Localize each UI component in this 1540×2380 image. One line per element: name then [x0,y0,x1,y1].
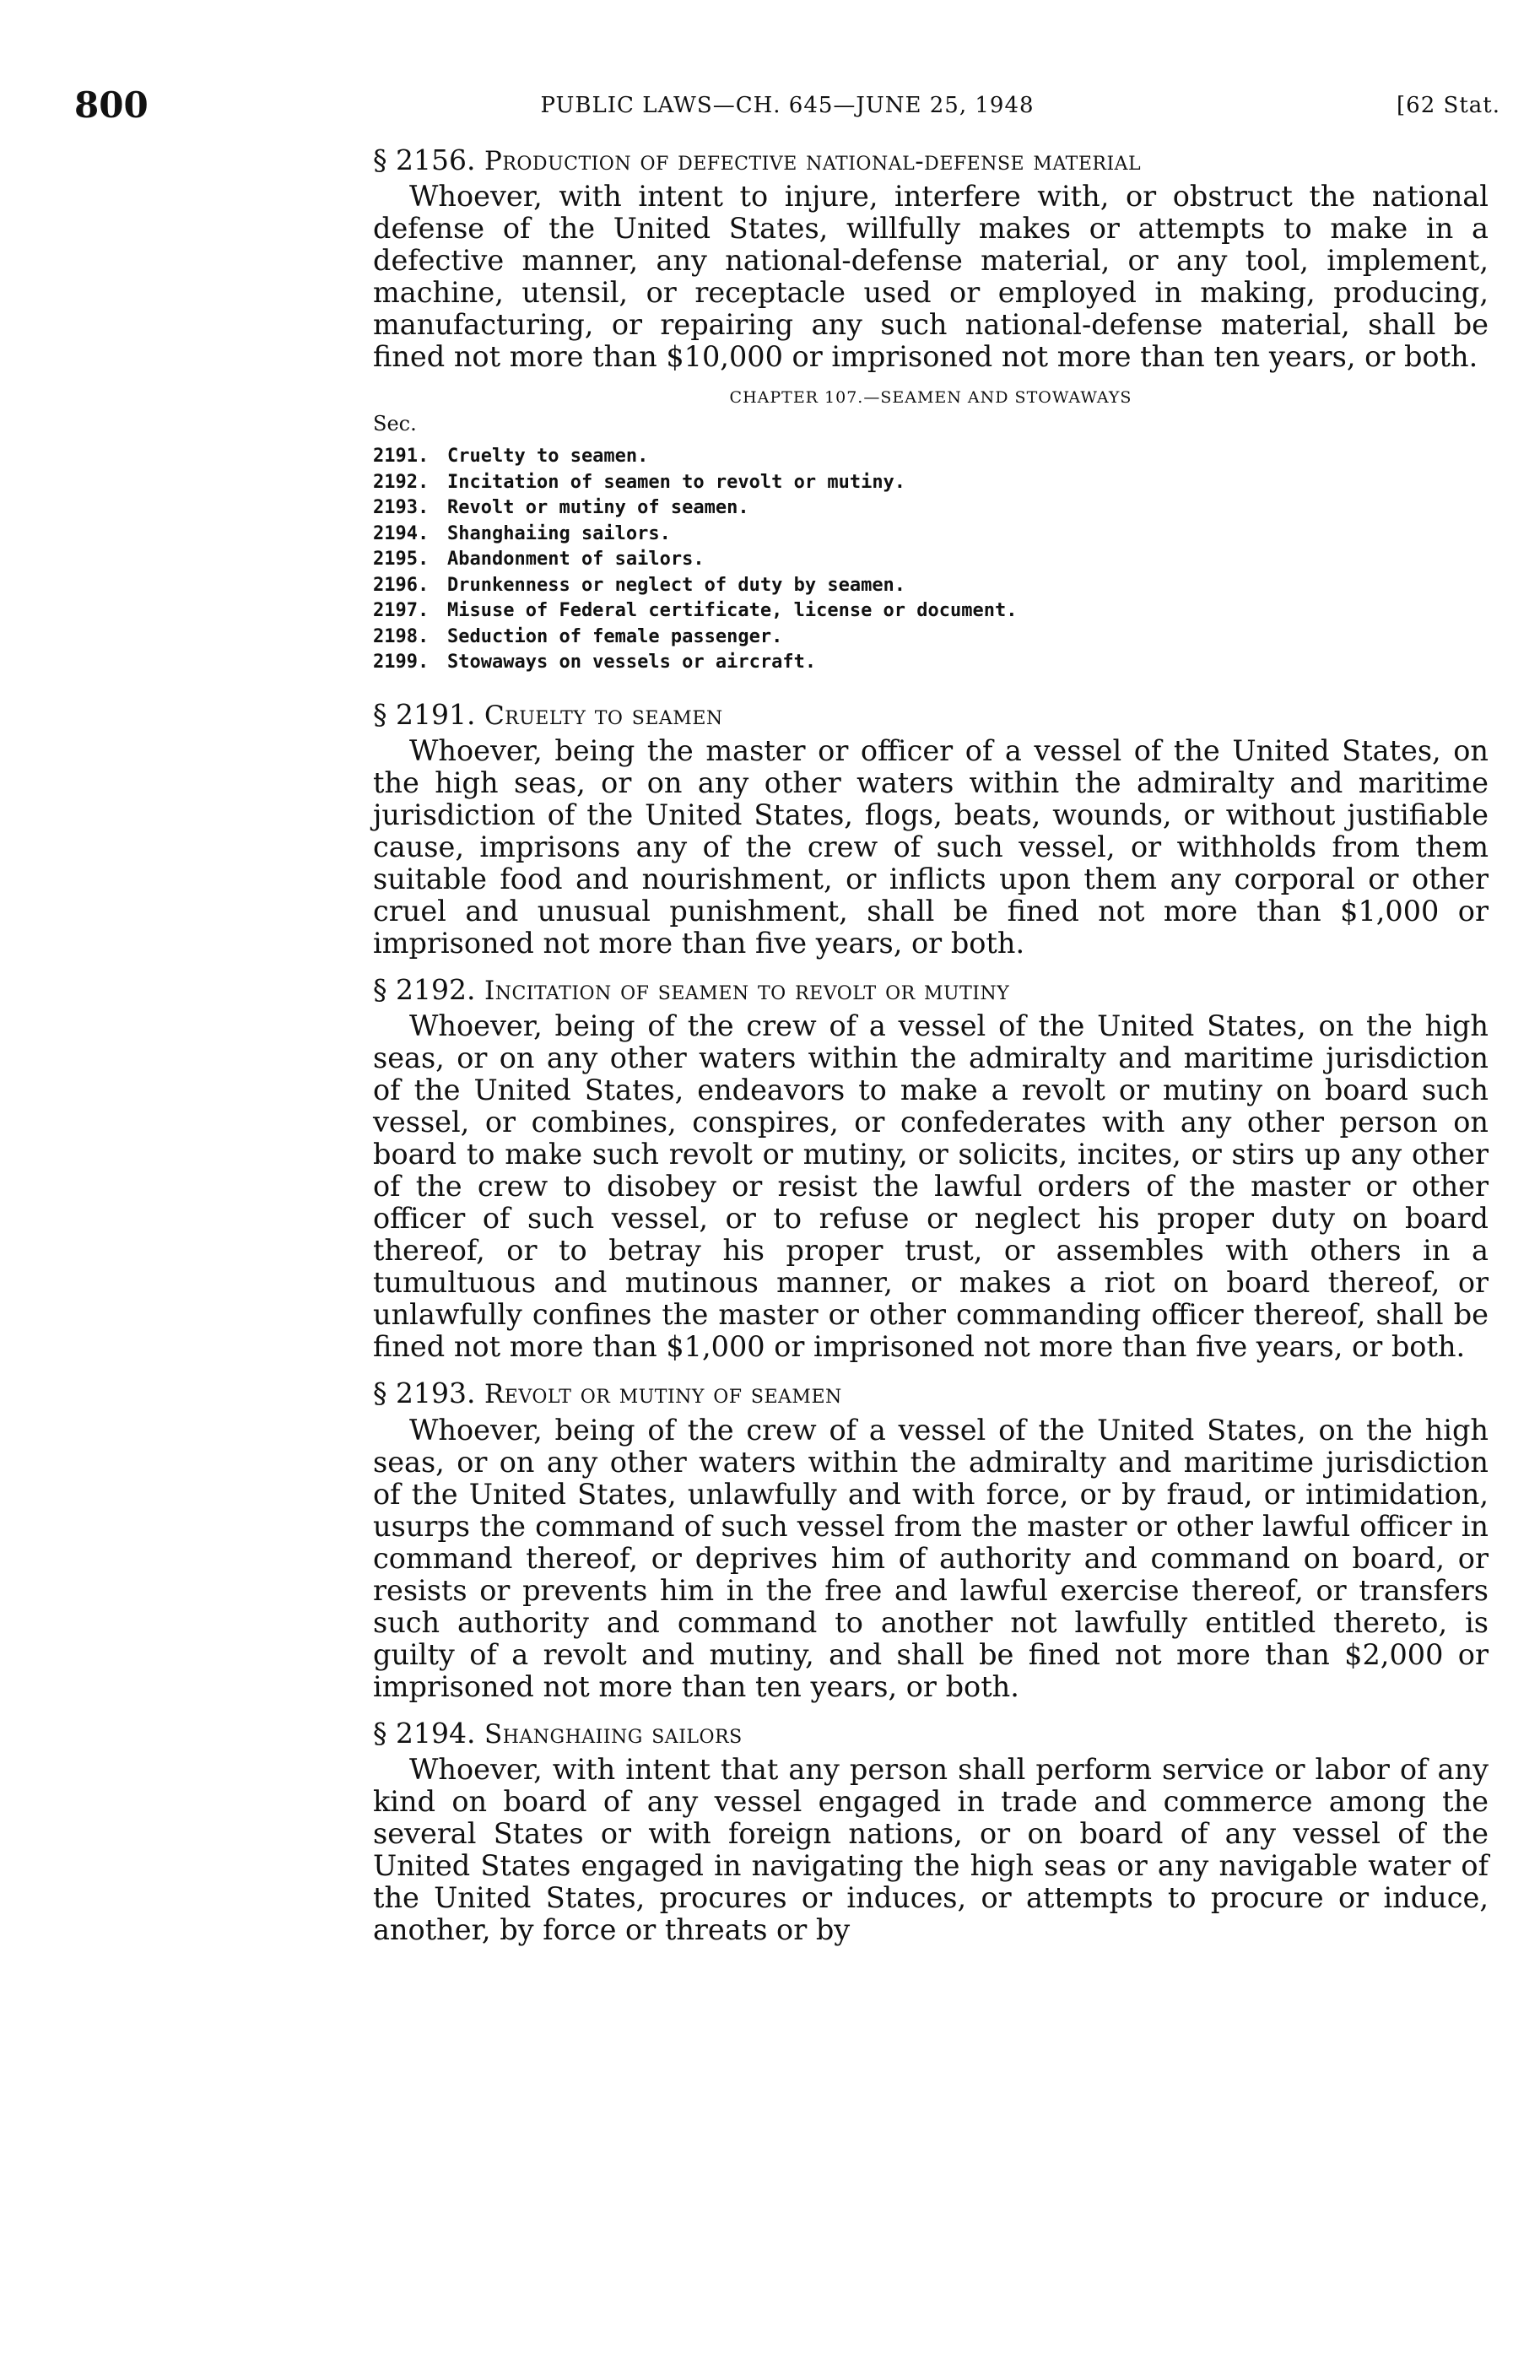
section-title: Cruelty to seamen [484,700,723,731]
section-title: Shanghaiing sailors [484,1718,743,1750]
section-heading [373,1378,1489,1409]
page-content [373,145,1489,1961]
toc-item [373,650,1489,676]
toc-number: 2195. [373,549,430,571]
toc-number: 2198. [373,625,430,647]
section-title: Production of defective national-defense material [484,146,1142,176]
toc-text: Revolt or mutiny of seamen. [447,497,749,519]
toc-item [373,444,1489,470]
toc-item [373,522,1489,548]
section-2192 [373,975,1489,1363]
sec-label: Sec. [373,412,417,436]
toc-number: 2199. [373,652,430,673]
toc-text: Seduction of female passenger. [447,625,783,647]
section-number: § 2194. [373,1716,476,1750]
toc-item [373,573,1489,599]
chapter-107 [373,388,1489,676]
section-heading [373,697,1489,731]
toc-number: 2193. [373,497,430,519]
chapter-contents [373,444,1489,676]
section-2191 [373,697,1489,960]
toc-number: 2197. [373,600,430,622]
page-number: 800 [74,84,149,126]
section-body: Whoever, with intent to injure, interfere with, or obstruct the national defense of the United States, willfully makes or attempts to make in a defective manner, any national-defense material, or any tool, implement, machine, utensil, or receptacle used or employed in making, producing, manufacturing, or repairing any such national-defense material, shall be fined not more than $10,000 or imprisoned not more than ten years, or both. [373,180,1489,374]
section-number: § 2193. [373,1377,476,1410]
toc-text: Shanghaiing sailors. [447,522,671,544]
section-heading [373,145,1489,176]
toc-number: 2194. [373,522,430,544]
toc-item [373,470,1489,496]
section-heading [373,1718,1489,1749]
section-body: Whoever, being of the crew of a vessel of the United States, on the high seas, or on any other waters within the admiralty and maritime jurisdiction of the United States, unlawfully and with force, or by fraud, or intimidation, usurps the command of such vessel from the master or other lawful officer in command thereof, or deprives him of authority and command on board, or resists or prevents him in the free and lawful exercise thereof, or transfers such authority and command to another not lawfully entitled thereto, is guilty of a revolt and mutiny, and shall be fined not more than $2,000 or imprisoned not more than ten years, or both. [373,1413,1489,1703]
toc-text: Drunkenness or neglect of duty by seamen. [447,574,906,596]
section-2156 [373,145,1489,373]
running-head: PUBLIC LAWS—CH. 645—JUNE 25, 1948 [540,93,1035,118]
section-2194 [373,1718,1489,1946]
toc-item [373,547,1489,573]
toc-text: Cruelty to seamen. [447,446,649,468]
page-header [74,84,1500,127]
section-title: Revolt or mutiny of seamen [484,1379,842,1410]
statute-reference: [62 Stat. [1397,93,1500,118]
toc-item [373,495,1489,522]
toc-number: 2191. [373,446,430,468]
toc-number: 2192. [373,471,430,493]
toc-text: Stowaways on vessels or aircraft. [447,652,817,673]
chapter-title: CHAPTER 107.—SEAMEN AND STOWAWAYS [729,388,1132,408]
section-body: Whoever, being the master or officer of a vessel of the United States, on the high seas, or on any other waters within the admiralty and maritime jurisdiction of the United States, flogs, beats, wounds, or without justifiable cause, imprisons any of the crew of such vessel, or withholds from them suitable food and nourishment, or inflicts upon them any corporal or other cruel and unusual punishment, shall be fined not more than $1,000 or imprisoned not more than five years, or both. [373,734,1489,960]
toc-text: Incitation of seamen to revolt or mutiny. [447,471,906,493]
section-2193 [373,1378,1489,1702]
toc-number: 2196. [373,574,430,596]
toc-item [373,598,1489,625]
toc-text: Misuse of Federal certificate, license or document. [447,600,1018,622]
section-body: Whoever, with intent that any person shall perform service or labor of any kind on board of any vessel engaged in trade and commerce among the several States or with foreign nations, or on board of any vessel of the United States engaged in navigating the high seas or any navigable water of the United States, procures or induces, or attempts to procure or induce, another, by force or threats or by [373,1752,1489,1946]
section-title: Incitation of seamen to revolt or mutiny [484,976,1010,1007]
section-number: § 2192. [373,973,476,1007]
section-number: § 2156. [373,143,476,176]
section-number: § 2191. [373,697,476,731]
toc-item [373,625,1489,651]
section-body: Whoever, being of the crew of a vessel of the United States, on the high seas, or on any other waters within the admiralty and maritime jurisdiction of the United States, endeavors to make a revolt or mutiny on board such vessel, or combines, conspires, or confederates with any other person on board to make such revolt or mutiny, or solicits, incites, or stirs up any other of the crew to disobey or resist the lawful orders of the master or other officer of such vessel, or to refuse or neglect his proper duty on board thereof, or to betray his proper trust, or assembles with others in a tumultuous and mutinous manner, or makes a riot on board thereof, or unlawfully confines the master or other commanding officer thereof, shall be fined not more than $1,000 or imprisoned not more than five years, or both. [373,1009,1489,1364]
section-heading [373,975,1489,1005]
toc-text: Abandonment of sailors. [447,549,705,571]
